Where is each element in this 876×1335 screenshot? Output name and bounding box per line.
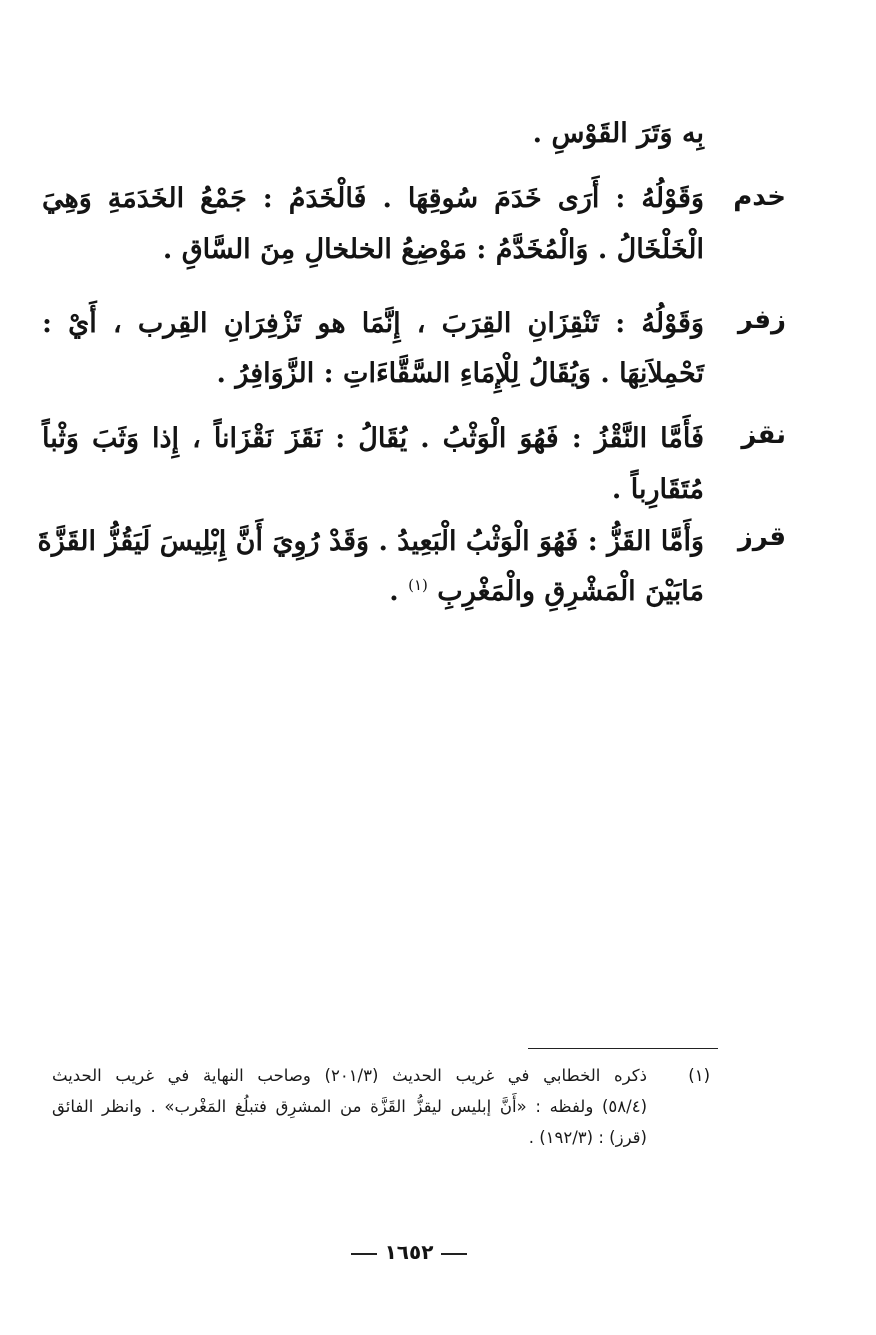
entry-naqaz-line-1: فَأَمَّا النَّقْزُ : فَهُوَ الْوَثْبُ . يُقَالُ : نَقَزَ نَقْزَاناً ، إِذا وَثَبَ وَثْباً	[42, 423, 704, 454]
keyword-khadam: خدم	[733, 182, 786, 212]
entry-qaraz-line-2	[42, 578, 704, 605]
entry-qaraz-line-1: وَأَمَّا القَزُّ : فَهُوَ الْوَثْبُ الْبَعِيدُ . وَقَدْ رُوِيَ أَنَّ إِبْلِيسَ لَيَقُزُّ القَزَّةَ	[37, 526, 704, 557]
footnote-reference[interactable]: (١)	[408, 576, 428, 594]
entry-khadam-line-2: الْخَلْخَالُ . وَالْمُخَدَّمُ : مَوْضِعُ الخلخالِ مِنَ السَّاقِ .	[162, 234, 704, 265]
keyword-qaraz: قرز	[737, 522, 786, 552]
footnote-line-1: ذكره الخطابي في غريب الحديث (٢٠١/٣) وصاحب النهاية في غريب الحديث	[52, 1066, 647, 1085]
entry-khadam-line-1: وَقَوْلُهُ : أَرَى خَدَمَ سُوقِهَا . فَالْخَدَمُ : جَمْعُ الخَدَمَةِ وَهِيَ	[42, 183, 704, 214]
page-number-dash-left	[351, 1253, 377, 1255]
entry-qaraz-line-2-end: .	[389, 576, 399, 607]
page-number-dash-right	[441, 1253, 467, 1255]
keyword-naqaz: نقز	[741, 420, 786, 450]
footnote-line-2: (٥٨/٤) ولفظه : «أَنَّ إبليس ليقزُّ القَزَّة من المشرِق فتبلُغ المَغْرب» . وانظر الفائق	[52, 1097, 647, 1116]
keyword-zafar: زفر	[737, 305, 786, 335]
entry-naqaz-line-2: مُتَقَارِباً .	[611, 474, 704, 505]
entry-zafar-line-1: وَقَوْلُهُ : تَنْقِزَانِ القِرَبَ ، إِنَّمَا هو تَزْفِرَانِ القِرب ، أَيْ :	[42, 308, 704, 339]
footnote-line-3: (قرز) : (١٩٢/٣) .	[528, 1128, 647, 1147]
intro-line: بِه وَتَرَ القَوْسِ .	[532, 118, 704, 149]
entry-zafar-line-2: تَحْمِلاَنِهَا . وَيُقَالُ لِلْإِمَاءِ السَّقَّاءَاتِ : الزَّوَافِرُ .	[216, 358, 704, 389]
footnote-separator	[528, 1048, 718, 1049]
footnote-marker: (١)	[688, 1066, 710, 1085]
page-number	[0, 1240, 818, 1264]
page-number-value: ١٦٥٢	[384, 1240, 434, 1264]
entry-qaraz-line-2-text: مَابَيْنَ الْمَشْرِقِ والْمَغْرِبِ	[437, 576, 704, 607]
